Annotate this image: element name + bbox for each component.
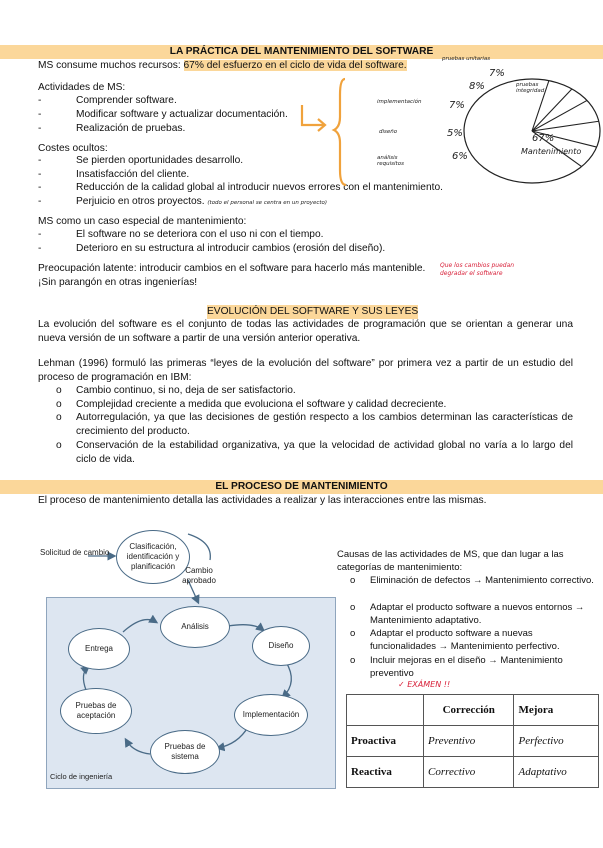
latent-handnote: Que los cambios puedan degradar el software (440, 262, 515, 277)
hidden-cost-item (76, 195, 327, 211)
activity-item: - Comprender software. (76, 94, 177, 108)
activity-item: - Modificar software y actualizar documentación. (76, 108, 288, 122)
cause-item: o Incluir mejoras en el diseño → Mantenimiento preventivo (370, 655, 598, 680)
pie-label-implementacion: implementación (377, 99, 422, 105)
table-header-cell: Mejora (514, 695, 599, 726)
pie-slices (464, 79, 600, 183)
table-cell: Adaptativo (514, 757, 599, 788)
pie-value: 6% (452, 151, 468, 162)
maintenance-process-diagram (38, 522, 334, 790)
pie-value: 7% (449, 100, 465, 111)
cause-item: o Eliminación de defectos → Mantenimiento correctivo. (370, 575, 598, 588)
special-item: - Deterioro en su estructura al introducir cambios (erosión del diseño). (76, 242, 385, 256)
law-item: o Autorregulación, ya que las decisiones de gestión respecto a los cambios determinan las características de crecimiento del producto. (76, 411, 573, 438)
pie-slice-edge-análisis-requisitos (532, 89, 572, 131)
cambio-aprobado-label: Cambio aprobado (182, 566, 216, 585)
clasificacion-node: Clasificación, identificación y planificación (116, 530, 190, 584)
table-row (347, 757, 599, 788)
pie-label-mantenimiento: Mantenimiento (521, 147, 582, 156)
pruebas-aceptacion-node: Pruebas de aceptación (60, 688, 132, 734)
consume-line (38, 59, 407, 73)
consume-prefix: MS consume muchos recursos: (38, 60, 184, 71)
table-cell: Preventivo (424, 726, 514, 757)
analisis-node: Análisis (160, 606, 230, 648)
law-item: o Complejidad creciente a medida que evoluciona el software y calidad decreciente. (76, 398, 446, 412)
pie-value: 5% (447, 128, 463, 139)
activity-item: - Realización de pruebas. (76, 122, 185, 136)
lehman-paragraph: Lehman (1996) formuló las primeras “leyes de la evolución del software” por primera vez a partir de un estudio del proceso de programación en IBM: (38, 358, 573, 383)
cause-item: o Adaptar el producto software a nuevos entornos → Mantenimiento adaptativo. (370, 602, 598, 627)
pie-label-analisis: análisis requisitos (377, 155, 404, 167)
maintenance-types-table (346, 694, 599, 788)
law-item: o Conservación de la estabilidad organizativa, ya que la velocidad de actividad global no varía a lo largo del ciclo de vida. (76, 439, 573, 466)
section-title-practica: LA PRÁCTICA DEL MANTENIMIENTO DEL SOFTWARE (0, 45, 603, 59)
exam-exclaim-icon: !! (441, 680, 451, 689)
hidden-cost-handnote: (todo el personal se centra en un proyecto) (207, 200, 328, 206)
ciclo-label: Ciclo de ingeniería (50, 772, 113, 781)
hidden-costs-heading: Costes ocultos: (38, 143, 108, 154)
pie-value: 7% (489, 68, 505, 79)
evolucion-paragraph: La evolución del software es el conjunto de todas las actividades de programación que se orientan a generar una nueva versión de un software a partir de una versión anterior operativa. (38, 319, 573, 344)
pie-label-integridad: pruebas integridad (516, 82, 545, 94)
pie-slice-edge-implementación (532, 121, 599, 131)
unparalleled: ¡Sin parangón en otras ingenierías! (38, 277, 198, 288)
pie-label-unitarias: pruebas unitarias (442, 56, 491, 62)
hidden-cost-item: - Reducción de la calidad global al introducir nuevos errores con el mantenimiento. (76, 181, 443, 195)
diseno-node: Diseño (252, 626, 310, 666)
table-header-cell (347, 695, 424, 726)
table-cell: Perfectivo (514, 726, 599, 757)
hidden-cost-item: - Se pierden oportunidades desarrollo. (76, 154, 243, 168)
proceso-intro: El proceso de mantenimiento detalla las actividades a realizar y las interacciones entre las mismas. (38, 495, 487, 506)
latent-concern: Preocupación latente: introducir cambios en el software para hacerlo más mantenible. (38, 263, 426, 274)
entrega-node: Entrega (68, 628, 130, 670)
hidden-cost-item: - Insatisfacción del cliente. (76, 168, 189, 182)
table-row (347, 726, 599, 757)
pie-value: 8% (469, 81, 485, 92)
causes-intro: Causas de las actividades de MS, que dan lugar a las categorías de mantenimiento: (337, 549, 564, 573)
special-item: - El software no se deteriora con el uso ni con el tiempo. (76, 228, 323, 242)
table-header-row (347, 695, 599, 726)
exam-handnote (398, 680, 450, 689)
table-cell: Correctivo (424, 757, 514, 788)
pie-label-diseno: diseño (379, 129, 398, 135)
hidden-cost-text: Perjuicio en otros proyectos. (76, 196, 205, 207)
implementacion-node: Implementación (234, 694, 308, 736)
table-row-label: Reactiva (347, 757, 424, 788)
table-header-cell: Corrección (424, 695, 514, 726)
activities-heading: Actividades de MS: (38, 82, 126, 93)
pie-value: 67% (532, 133, 555, 144)
table-row-label: Proactiva (347, 726, 424, 757)
exam-label: EXÁMEN (407, 680, 442, 689)
section-title-evolucion: EVOLUCIÓN DEL SOFTWARE Y SUS LEYES (207, 306, 419, 317)
section-title-proceso: EL PROCESO DE MANTENIMIENTO (0, 480, 603, 494)
solicitud-cambio-label: Solicitud de cambio (40, 548, 110, 557)
exam-check-icon: ✓ (398, 680, 408, 689)
cause-item: o Adaptar el producto software a nuevas funcionalidades → Mantenimiento perfectivo. (370, 628, 598, 653)
law-item: o Cambio continuo, si no, deja de ser satisfactorio. (76, 384, 296, 398)
special-heading: MS como un caso especial de mantenimiento: (38, 216, 247, 227)
handdrawn-brace-arrow (290, 75, 360, 195)
pruebas-sistema-node: Pruebas de sistema (150, 730, 220, 774)
consume-highlight: 67% del esfuerzo en el ciclo de vida del software. (183, 60, 407, 71)
